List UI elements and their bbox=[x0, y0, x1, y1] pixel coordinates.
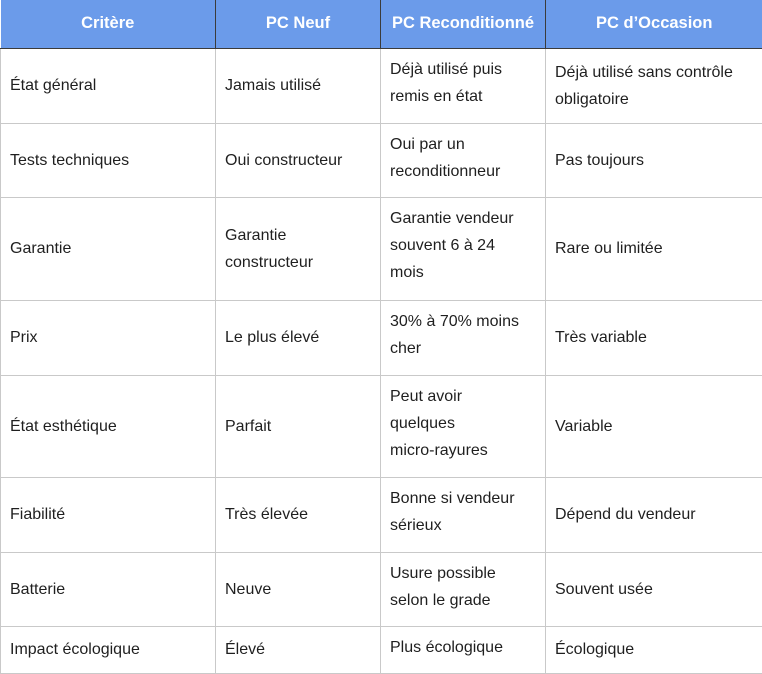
table-cell: Plus écologique bbox=[381, 626, 546, 673]
table-cell: Très variable bbox=[546, 300, 762, 375]
table-cell: Déjà utilisé puis remis en état bbox=[381, 48, 546, 123]
table-header bbox=[1, 0, 762, 48]
table-row bbox=[1, 48, 762, 123]
table-cell: Fiabilité bbox=[1, 477, 216, 552]
header-pc-neuf: PC Neuf bbox=[216, 0, 381, 48]
header-row bbox=[1, 0, 762, 48]
table-cell: Très élevée bbox=[216, 477, 381, 552]
table-cell: État général bbox=[1, 48, 216, 123]
header-pc-occasion: PC d’Occasion bbox=[546, 0, 762, 48]
table-body bbox=[1, 48, 762, 673]
table-row bbox=[1, 123, 762, 197]
table-cell: Bonne si vendeur sérieux bbox=[381, 477, 546, 552]
table-cell: Variable bbox=[546, 375, 762, 477]
table-cell: Souvent usée bbox=[546, 552, 762, 626]
table-cell: Tests techniques bbox=[1, 123, 216, 197]
table-cell: Neuve bbox=[216, 552, 381, 626]
table-cell: Oui constructeur bbox=[216, 123, 381, 197]
table-cell: État esthétique bbox=[1, 375, 216, 477]
table-row bbox=[1, 197, 762, 300]
table-row bbox=[1, 300, 762, 375]
table-cell: Usure possible selon le grade bbox=[381, 552, 546, 626]
table-cell: Élevé bbox=[216, 626, 381, 673]
table-cell: Dépend du vendeur bbox=[546, 477, 762, 552]
table-cell: Garantie bbox=[1, 197, 216, 300]
table-cell: Peut avoir quelques micro-rayures bbox=[381, 375, 546, 477]
table-cell: Parfait bbox=[216, 375, 381, 477]
table-cell: Garantie vendeur souvent 6 à 24 mois bbox=[381, 197, 546, 300]
table-cell: Impact écologique bbox=[1, 626, 216, 673]
table-row bbox=[1, 375, 762, 477]
table-row bbox=[1, 626, 762, 673]
table-cell: Pas toujours bbox=[546, 123, 762, 197]
table-cell: Le plus élevé bbox=[216, 300, 381, 375]
table-cell: Batterie bbox=[1, 552, 216, 626]
table-row bbox=[1, 477, 762, 552]
table-cell: Jamais utilisé bbox=[216, 48, 381, 123]
table-cell: Garantie constructeur bbox=[216, 197, 381, 300]
table-cell: Rare ou limitée bbox=[546, 197, 762, 300]
table-cell: Écologique bbox=[546, 626, 762, 673]
table-cell: Oui par un reconditionneur bbox=[381, 123, 546, 197]
table-cell: Prix bbox=[1, 300, 216, 375]
table-row bbox=[1, 552, 762, 626]
header-critere: Critère bbox=[1, 0, 216, 48]
table-cell: 30% à 70% moins cher bbox=[381, 300, 546, 375]
header-pc-reconditionne: PC Reconditionné bbox=[381, 0, 546, 48]
table-cell: Déjà utilisé sans contrôle obligatoire bbox=[546, 48, 762, 123]
